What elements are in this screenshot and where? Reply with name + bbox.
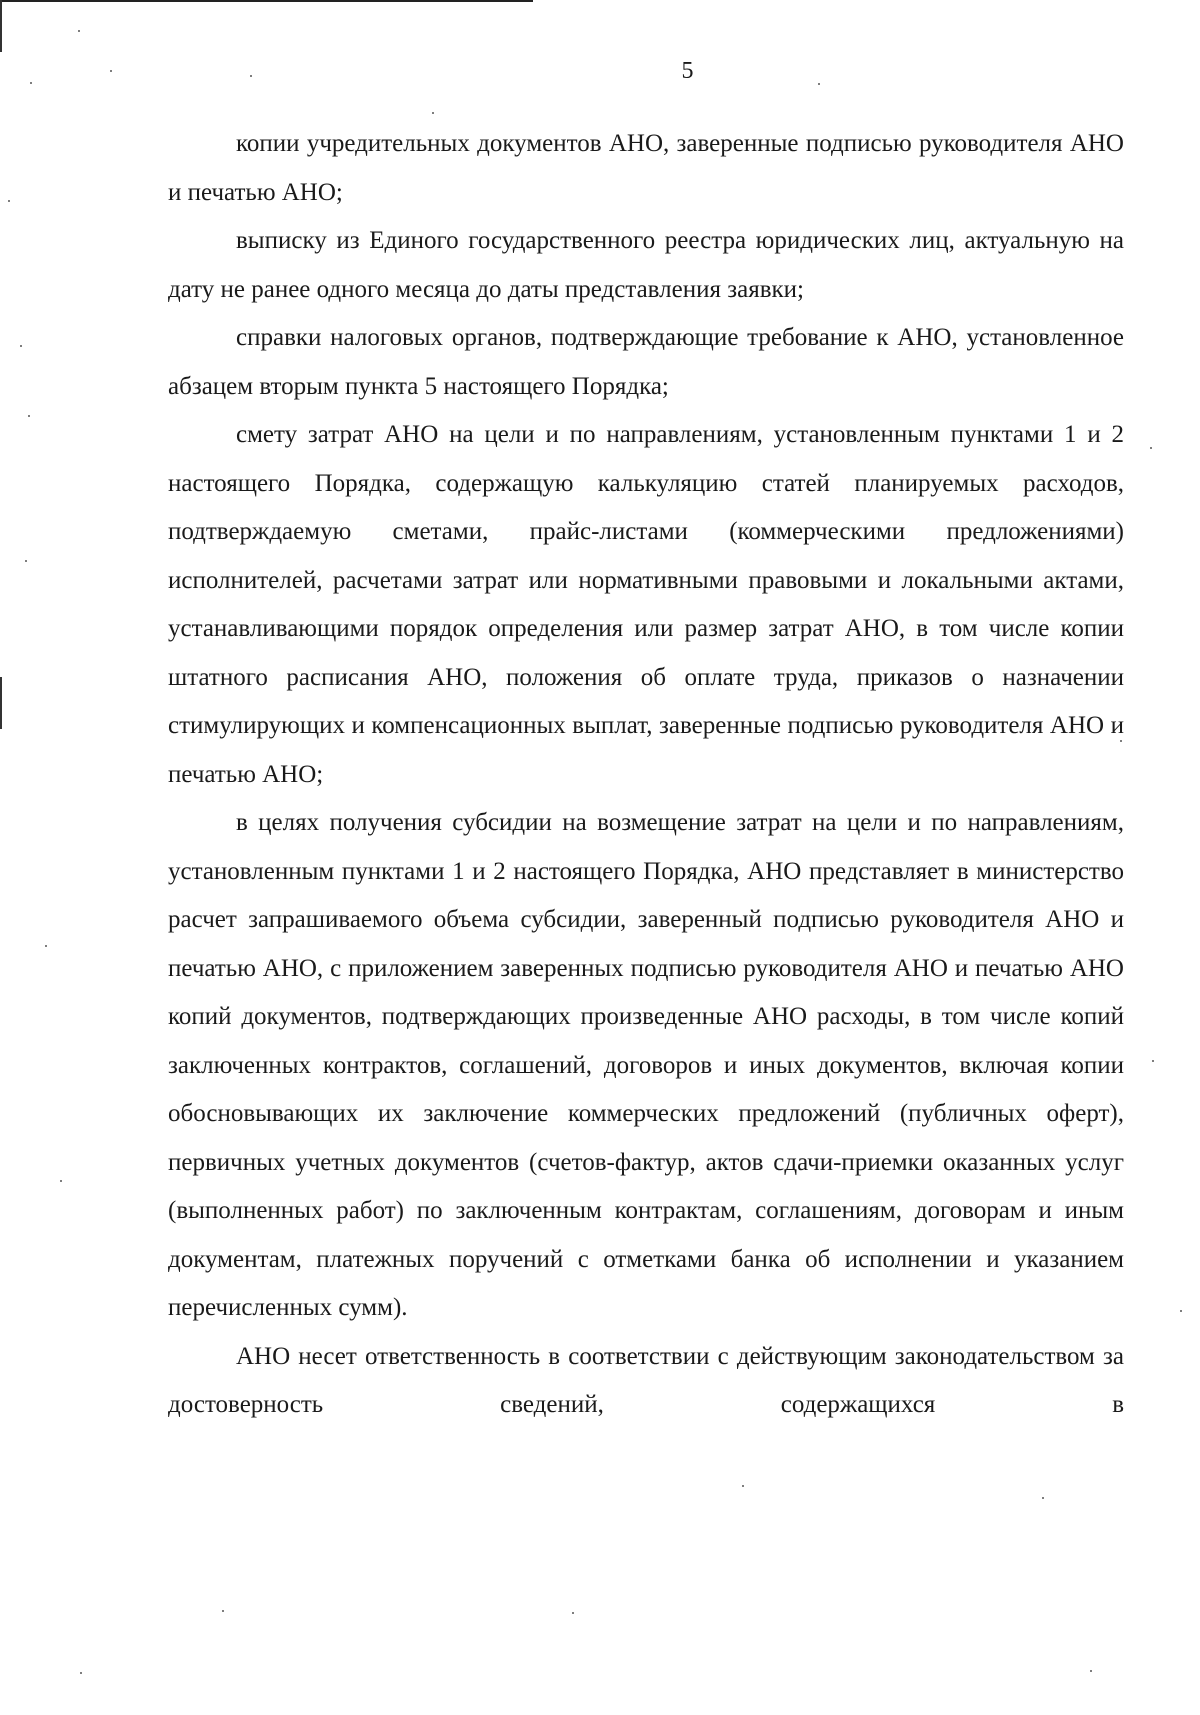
paragraph-reimbursement: в целях получения субсидии на возмещение затрат на цели и по направлениям, установленным пунктами 1 и 2 настоящего Порядка, АНО представляет в министерство расчет запрашиваемого объема субсидии, заверенный подписью руководителя АНО и печатью АНО, с приложением заверенных подписью руководителя АНО и печатью АНО копий документов, подтверждающих произведенные АНО расходы, в том числе копий заключенных контрактов, соглашений, договоров и иных документов, включая копии обосновывающих их заключение коммерческих предложений (публичных оферт), первичных учетных документов (счетов-фактур, актов сдачи-приемки оказанных услуг (выполненных работ) по заключенным контрактам, соглашениям, договорам и иным документам, платежных поручений с отметками банка об исполнении и указанием перечисленных сумм). — [168, 809, 1124, 1321]
scan-top-edge — [0, 0, 533, 2]
paragraph-tax-certificates: справки налоговых органов, подтверждающие требование к АНО, установленное абзацем вторым пункта 5 настоящего Порядка; — [168, 324, 1124, 400]
document-body — [168, 120, 1124, 1430]
page-number: 5 — [681, 58, 694, 84]
paragraph-registry-extract: выписку из Единого государственного реестра юридических лиц, актуальную на дату не ранее одного месяца до даты представления заявки; — [168, 227, 1124, 303]
paragraph-cost-estimate: смету затрат АНО на цели и по направлениям, установленным пунктами 1 и 2 настоящего Порядка, содержащую калькуляцию статей планируемых расходов, подтверждаемую сметами, прайс-листами (коммерческими предложениями) исполнителей, расчетами затрат или нормативными правовыми и локальными актами, устанавливающими порядок определения или размер затрат АНО, в том числе копии штатного расписания АНО, положения об оплате труда, приказов о назначении стимулирующих и компенсационных выплат, заверенные подписью руководителя АНО и печатью АНО; — [168, 421, 1124, 788]
paragraph-responsibility: АНО несет ответственность в соответствии с действующим законодательством за достоверность сведений, содержащихся в — [168, 1342, 1124, 1418]
scan-left-edge-mark — [0, 677, 2, 729]
scan-left-edge-mark — [0, 0, 2, 52]
paragraph-founding-documents: копии учредительных документов АНО, заверенные подписью руководителя АНО и печатью АНО; — [168, 130, 1124, 206]
